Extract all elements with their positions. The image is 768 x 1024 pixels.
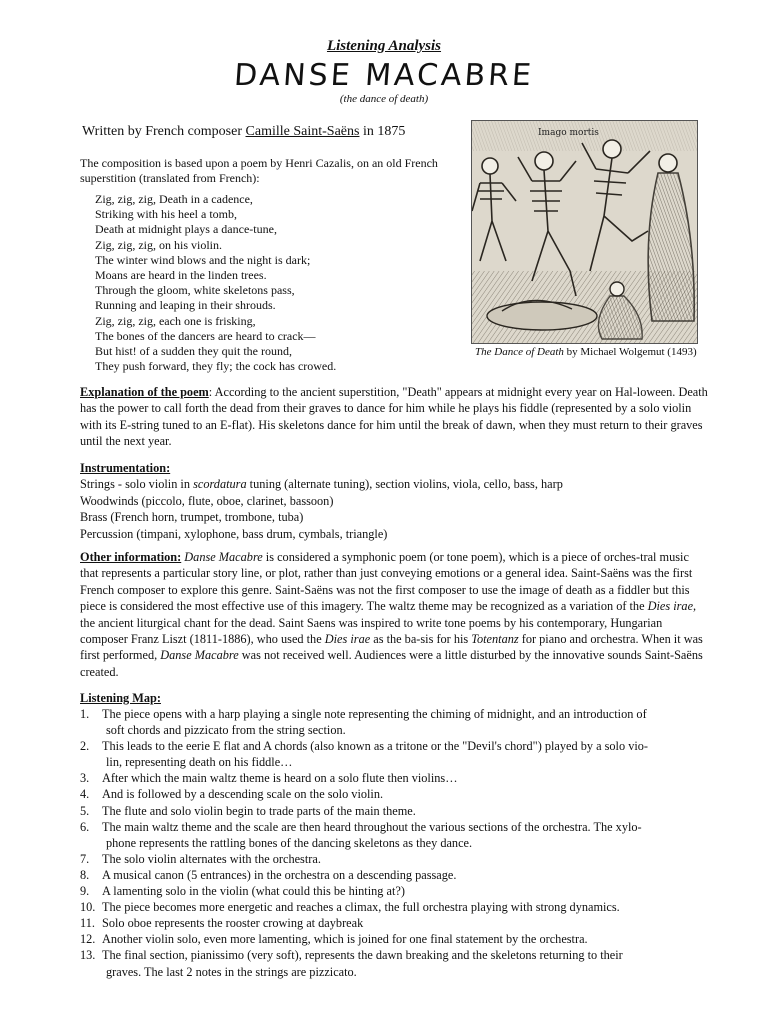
subtitle: (the dance of death) xyxy=(339,93,429,105)
scordatura-term: scordatura xyxy=(193,477,247,492)
instrumentation-label: Instrumentation: xyxy=(80,461,171,475)
totentanz-term: Totentanz xyxy=(471,632,519,647)
item-text: The main waltz theme and the scale are then heard throughout the various sections of the orchestra. The xylo- xyxy=(102,819,642,834)
poem-line: Striking with his heel a tomb, xyxy=(95,207,237,222)
item-number: 9. xyxy=(80,884,90,899)
list-item xyxy=(80,706,720,738)
item-text-continued: graves. The last 2 notes in the strings are pizzicato. xyxy=(106,964,357,979)
listening-map-label xyxy=(80,690,710,706)
instrumentation-brass: Brass (French horn, trumpet, trombone, tuba) xyxy=(80,510,304,525)
poem-line: The bones of the dancers are heard to crack— xyxy=(95,328,316,343)
item-number: 13. xyxy=(80,948,96,963)
strings-text-rest: tuning (alternate tuning), section violins, viola, cello, bass, harp xyxy=(246,477,563,492)
item-text: A musical canon (5 entrances) in the orchestra on a descending passage. xyxy=(102,867,457,882)
item-text: A lamenting solo in the violin (what could this be hinting at?) xyxy=(102,884,405,899)
item-number: 10. xyxy=(80,900,96,915)
explanation-label: Explanation of the poem xyxy=(80,385,209,399)
item-text-continued: lin, representing death on his fiddle… xyxy=(106,755,293,770)
work-title: Danse Macabre xyxy=(160,648,239,663)
item-text: Another violin solo, even more lamenting, which is joined for one final statement by the orchestra. xyxy=(102,932,588,947)
list-item xyxy=(80,819,720,851)
poem-line: They push forward, they fly; the cock has crowed. xyxy=(95,359,337,374)
item-text: And is followed by a descending scale on the solo violin. xyxy=(102,787,384,802)
list-item xyxy=(80,738,720,770)
dies-irae-term: Dies irae, xyxy=(647,599,697,614)
item-number: 7. xyxy=(80,851,90,866)
list-item xyxy=(80,786,720,802)
caption-credit: by Michael Wolgemut (1493) xyxy=(563,346,697,358)
other-text: for piano and orchestra. When it was first performed, xyxy=(80,632,703,663)
woodcut-illustration xyxy=(472,121,697,343)
composer-name: Camille Saint-Saëns xyxy=(245,124,360,139)
explanation-section xyxy=(80,384,710,450)
instrumentation-strings xyxy=(80,476,710,492)
item-text: The final section, pianissimo (very soft), represents the dawn breaking and the skeletons returning to their xyxy=(102,948,623,963)
item-number: 8. xyxy=(80,867,90,882)
item-text: The piece opens with a harp playing a single note representing the chiming of midnight, and an introduction of xyxy=(102,707,647,721)
other-text: was not received well. Audiences were a little disturbed by the innovative sounds Saint-Saëns created. xyxy=(80,648,703,679)
strings-text: Strings - solo violin in xyxy=(80,477,194,492)
item-text: The flute and solo violin begin to trade parts of the main theme. xyxy=(102,803,416,818)
other-text: as the ba-sis for his xyxy=(370,632,472,647)
list-item xyxy=(80,899,720,915)
item-number: 1. xyxy=(80,707,90,721)
list-item xyxy=(80,803,720,819)
other-text: the ancient liturgical chant for the dead. Saint Saens was inspired to write tone poems by his contemporary, Hungarian composer Franz Liszt (1811-1886), who used the xyxy=(80,615,663,647)
main-title: DANSE MACABRE xyxy=(232,58,536,93)
header-title: Listening Analysis xyxy=(326,38,442,54)
other-information-section xyxy=(80,549,710,680)
listening-map-list xyxy=(80,706,720,980)
composer-prefix: Written by French composer xyxy=(82,124,246,139)
item-number: 3. xyxy=(80,771,90,786)
item-text: This leads to the eerie E flat and A chords (also known as a tritone or the "Devil's chord") played by a solo vio- xyxy=(102,739,649,754)
item-number: 2. xyxy=(80,739,90,754)
item-text: The piece becomes more energetic and reaches a climax, the full orchestra playing with strong dynamics. xyxy=(102,900,620,915)
composer-line xyxy=(82,124,405,140)
item-text-continued: soft chords and pizzicato from the string section. xyxy=(106,723,346,738)
list-item xyxy=(80,867,720,883)
poem-line: Through the gloom, white skeletons pass, xyxy=(95,283,295,298)
poem-line: Death at midnight plays a dance-tune, xyxy=(95,222,277,237)
list-item xyxy=(80,947,720,979)
dies-irae-term: Dies irae xyxy=(324,632,371,647)
poem-line: Zig, zig, zig, each one is frisking, xyxy=(95,313,256,328)
poem-line: Moans are heard in the linden trees. xyxy=(95,268,267,283)
woodcut-inscription: Imago mortis xyxy=(538,128,599,138)
poem xyxy=(95,192,336,374)
image-caption xyxy=(475,346,697,358)
item-text: The solo violin alternates with the orchestra. xyxy=(102,851,321,866)
poem-line: Running and leaping in their shrouds. xyxy=(95,298,276,313)
other-label: Other information: xyxy=(80,550,182,564)
caption-title: The Dance of Death xyxy=(475,346,564,358)
dance-of-death-woodcut xyxy=(471,120,698,344)
item-number: 12. xyxy=(80,932,96,947)
item-number: 4. xyxy=(80,787,90,802)
composer-year: in 1875 xyxy=(359,124,406,139)
listening-map-heading: Listening Map: xyxy=(80,691,161,705)
explanation-text: : According to the ancient superstition, "Death" appears at midnight every year on Hal-loween. Death has the power to call forth the dead from their graves to dance for him while he plays his fiddle (represented by a solo violin with its E-string tuned to an E-flat). His skeletons dance for him until the break of dawn, when they must return to their graves until the next year. xyxy=(80,385,708,449)
list-item xyxy=(80,770,720,786)
item-text: After which the main waltz theme is heard on a solo flute then violins… xyxy=(102,771,458,786)
instrumentation-woodwinds: Woodwinds (piccolo, flute, oboe, clarinet, bassoon) xyxy=(80,493,334,508)
list-item xyxy=(80,931,720,947)
other-text: is considered a symphonic poem (or tone poem), which is a piece of orches-tral music that represents a particular story line, or plot, rather than just conveying emotions or a general idea. Saint-Saëns was the first French composer to explore this genre. Saint-Saëns was not the first composer to use the image of death as a fiddler but this piece is considered the most effective use of this imagery. The waltz theme may be recognized as a variation of the xyxy=(80,550,693,614)
poem-intro: The composition is based upon a poem by Henri Cazalis, on an old French superstition (translated from French): xyxy=(80,156,438,185)
item-number: 5. xyxy=(80,803,90,818)
work-title: Danse Macabre xyxy=(184,550,263,564)
poem-line: The winter wind blows and the night is dark; xyxy=(95,252,311,267)
item-text: Solo oboe represents the rooster crowing at daybreak xyxy=(102,916,364,931)
list-item xyxy=(80,851,720,867)
list-item xyxy=(80,883,720,899)
item-text-continued: phone represents the rattling bones of the dancing skeletons as they dance. xyxy=(106,835,473,850)
poem-line: Zig, zig, zig, Death in a cadence, xyxy=(95,192,253,206)
item-number: 11. xyxy=(80,916,95,931)
instrumentation-section xyxy=(80,460,710,542)
poem-line: Zig, zig, zig, on his violin. xyxy=(95,237,222,252)
poem-line: But hist! of a sudden they quit the round, xyxy=(95,344,292,359)
instrumentation-percussion: Percussion (timpani, xylophone, bass drum, cymbals, triangle) xyxy=(80,526,388,541)
list-item xyxy=(80,915,720,931)
item-number: 6. xyxy=(80,819,90,834)
